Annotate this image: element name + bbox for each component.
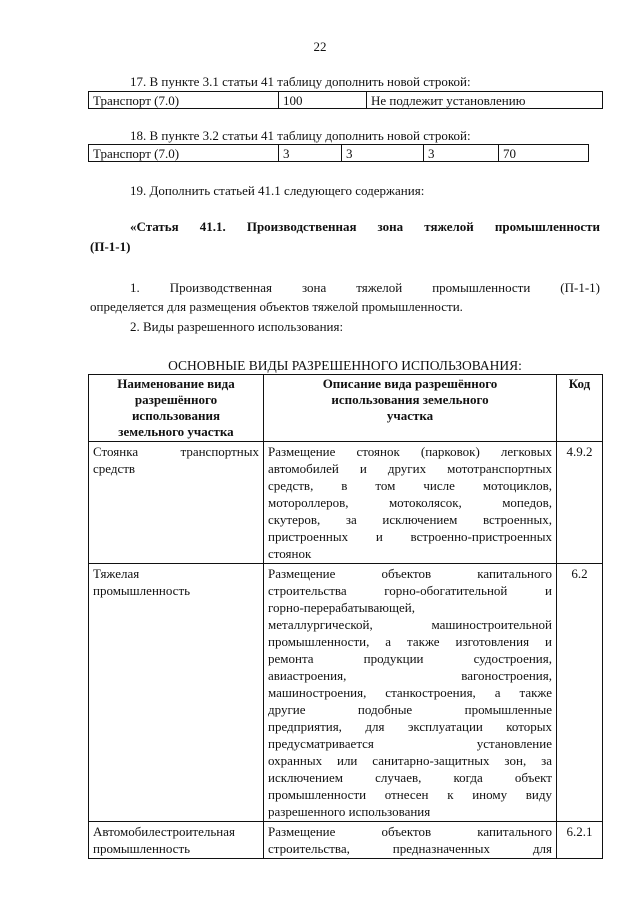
page-number: 22 xyxy=(313,39,327,54)
paragraph-1-line-1: 1. Производственная зона тяжелой промышленности (П-1-1) xyxy=(130,280,600,295)
permitted-use-table xyxy=(88,374,603,859)
table-caption: ОСНОВНЫЕ ВИДЫ РАЗРЕШЕННОГО ИСПОЛЬЗОВАНИЯ: xyxy=(168,358,522,373)
table-row xyxy=(89,145,589,162)
row-name: Автомобилестроительная промышленность xyxy=(89,822,264,859)
item18-cell-2: 3 xyxy=(342,145,424,162)
table-row xyxy=(89,442,603,564)
paragraph-2: 2. Виды разрешенного использования: xyxy=(130,319,344,334)
item17-cell-name: Транспорт (7.0) xyxy=(89,92,279,109)
header-code: Код xyxy=(557,375,603,442)
header-name: Наименование вида разрешённого использования земельного участка xyxy=(89,375,264,442)
item18-cell-3: 3 xyxy=(424,145,499,162)
item18-cell-name: Транспорт (7.0) xyxy=(89,145,279,162)
header-description: Описание вида разрешённого использования земельного участка xyxy=(264,375,557,442)
table-row xyxy=(89,564,603,822)
item17-table xyxy=(88,91,603,109)
item17-cell-height: 100 xyxy=(279,92,367,109)
table-row xyxy=(89,822,603,859)
article-title-line-1: «Статья 41.1. Производственная зона тяжелой промышленности xyxy=(130,219,600,234)
row-code: 6.2.1 xyxy=(557,822,603,859)
table-header-row xyxy=(89,375,603,442)
item19-text: 19. Дополнить статьей 41.1 следующего содержания: xyxy=(130,183,425,198)
row-name: Стоянка транспортных средств xyxy=(89,442,264,564)
item17-text: 17. В пункте 3.1 статьи 41 таблицу дополнить новой строкой: xyxy=(130,74,471,89)
paragraph-1-line-2: определяется для размещения объектов тяжелой промышленности. xyxy=(90,299,463,314)
row-description: Размещение стоянок (парковок) легковых автомобилей и других мототранспортных средств, в том числе мотоциклов, мотороллеров, мотоколясок, мопедов, скутеров, за исключением встроенных, пристроенных и встроенно-пристроенных стоянок xyxy=(264,442,557,564)
item18-cell-1: 3 xyxy=(279,145,342,162)
item17-cell-note: Не подлежит установлению xyxy=(367,92,603,109)
item18-text: 18. В пункте 3.2 статьи 41 таблицу дополнить новой строкой: xyxy=(130,128,471,143)
row-description: Размещение объектов капитального строительства горно-обогатительной и горно-перерабатывающей, металлургической, машиностроительной промышленности, а также изготовления и ремонта продукции судостроения, авиастроения, вагоностроения, машиностроения, станкостроения, а также другие подобные промышленные предприятия, для эксплуатации которых предусматривается установление охранных или санитарно-защитных зон, за исключением случаев, когда объект промышленности отнесен к иному виду разрешенного использования xyxy=(264,564,557,822)
row-name: Тяжелая промышленность xyxy=(89,564,264,822)
row-description: Размещение объектов капитального строительства, предназначенных для xyxy=(264,822,557,859)
table-row xyxy=(89,92,603,109)
row-code: 4.9.2 xyxy=(557,442,603,564)
item18-cell-4: 70 xyxy=(499,145,589,162)
row-code: 6.2 xyxy=(557,564,603,822)
article-title-line-2: (П-1-1) xyxy=(90,239,131,254)
item18-table xyxy=(88,144,589,162)
